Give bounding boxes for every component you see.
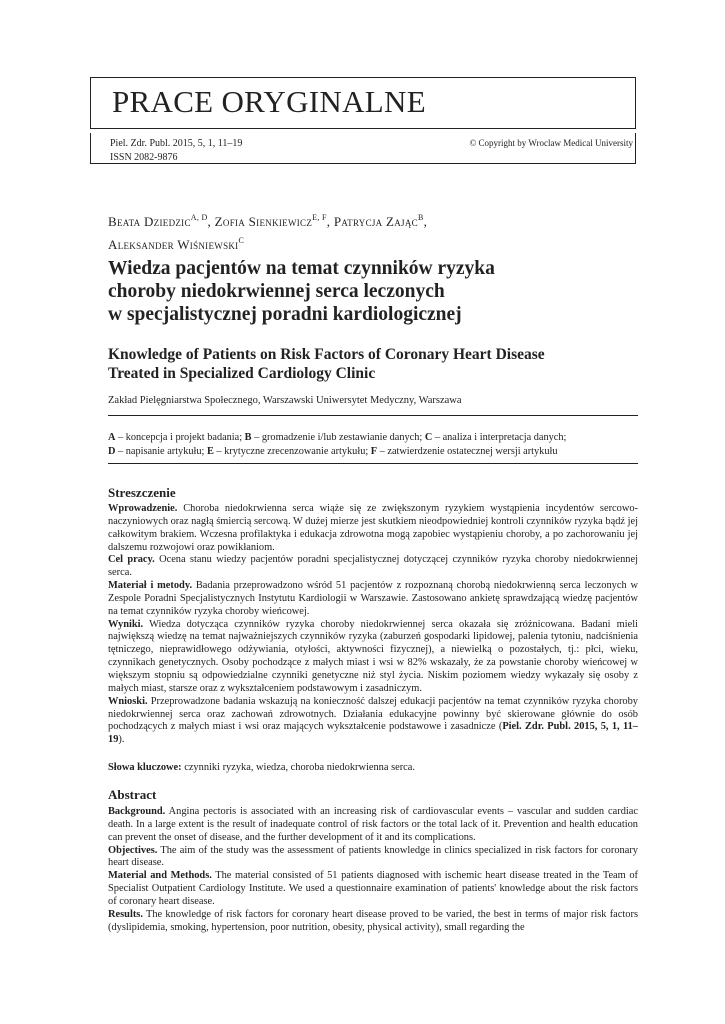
contrib-key: D [108,446,116,457]
paragraph-label: Wyniki. [108,618,144,630]
paragraph-label: Cel pracy. [108,554,155,566]
article-title-english [108,345,628,383]
author-list: Beata Dziedzic$^{A, D}$, Zofia Sienkiewicz$^{E, F}$, Patrycja Zając$^B$, Aleksander Wiśniewski$^C$ [108,213,428,252]
paragraph-text: ). [118,734,125,746]
paragraph-text: Wiedza dotycząca czynników ryzyka choroby niedokrwiennej serca okazała się zróżnicowana. Badani mieli największą wiedzę na temat najważniejszych czynników ryzyka (zaburzeń gospodarki lipidowej, palenia tytoniu, nadciśnienia tętniczego, nieprawidłowego odżywiania, otyłości, aktywności fizycznej), a niewielką o pozostałych, tj.: płci, wieku, czynnikach genetycznych. Osoby pochodzące z małych miast i wsi w 82% wskazały, że za powstanie choroby wieńcowej w większym stopniu są odpowiedzialne czynniki genetyczne niż styl życia. Niskim poziomem wiedzy wykazały się osoby z małych miast, starsze oraz z wykształceniem podstawowym i zasadniczym. [108,618,638,694]
paragraph-label: Objectives. [108,844,158,856]
contribution-legend [108,431,638,459]
divider [108,463,638,464]
paragraph-metody [108,580,638,619]
paragraph-methods [108,870,638,909]
contrib-line [108,431,638,445]
contrib-text: – koncepcja i projekt badania; [115,432,245,443]
title-line: w specjalistycznej poradni kardiologicznej [108,304,462,325]
title-line: Treated in Specialized Cardiology Clinic [108,365,376,382]
keywords-text: czynniki ryzyka, wiedza, choroba niedokrwienna serca. [181,762,416,773]
contrib-text: – napisanie artykułu; [115,446,207,457]
keywords-label: Słowa kluczowe: [108,762,182,773]
paragraph-label: Results. [108,908,143,920]
affiliation: Zakład Pielęgniarstwa Społecznego, Warszawski Uniwersytet Medyczny, Warszawa [108,395,462,406]
paragraph-label: Background. [108,806,166,817]
copyright: © Copyright by Wroclaw Medical University [469,138,633,148]
paragraph-label: Materiał i metody. [108,580,193,592]
paragraph-results [108,909,638,935]
paragraph-background [108,806,638,845]
section-title: PRACE ORYGINALNE [112,84,426,119]
article-title-polish [108,257,628,326]
paragraph-label: Material and Methods. [108,870,212,882]
issn: ISSN 2082-9876 [110,152,178,163]
paragraph-text: The material consisted of 51 patients diagnosed with ischemic heart disease treated in the Team of Specialist Outpatient Cardiology Institute. We used a questionnaire examination of patients' knowledge about the risk factors of coronary heart disease. [108,870,638,907]
title-line: choroby niedokrwiennej serca leczonych [108,281,445,302]
contrib-key: A [108,432,116,443]
contrib-key: E [206,446,214,457]
contrib-key: F [370,446,378,457]
contrib-text: – gromadzenie i/lub zestawianie danych; [251,432,425,443]
author-role: B [417,213,424,222]
paragraph-wyniki [108,619,638,696]
author: Zofia Sienkiewicz [214,214,313,229]
streszczenie-heading: Streszczenie [108,485,176,500]
contrib-text: – krytyczne zrecenzowanie artykułu; [213,446,371,457]
title-line: Wiedza pacjentów na temat czynników ryzyka [108,258,495,279]
contrib-key: C [424,432,433,443]
keywords [108,762,638,775]
journal-meta-box [90,133,636,164]
contrib-text: – analiza i interpretacja danych; [432,432,567,443]
paragraph-text: Badania przeprowadzono wśród 51 pacjentów z rozpoznaną chorobą niedokrwienną serca leczonych w Zespole Poradni Specjalistycznych Instytutu Kardiologii w Warszawie. Zastosowano ankietę sprawdzającą wiedzę pacjentów na temat czynników ryzyka choroby wieńcowej. [108,580,638,617]
abstract-heading: Abstract [108,787,157,802]
paragraph-text: Angina pectoris is associated with an increasing risk of cardiovascular events – vascular and sudden cardiac death. In a large extent is the result of inadequate control of risk factors or the total lack of it. Prevention and health education can prevent the onset of disease, and the further development of it and its complications. [108,806,638,843]
author-role: C [238,236,245,245]
contrib-line [108,445,638,459]
paragraph-wnioski [108,696,638,747]
abstract-body [108,806,638,934]
author: Beata Dziedzic [108,214,191,229]
paragraph-objectives [108,845,638,871]
paragraph-cel [108,554,638,580]
author: Patrycja Zając [333,214,418,229]
paragraph-text: Choroba niedokrwienna serca wiąże się ze zwiększonym ryzykiem wystąpienia incydentów sercowo-naczyniowych oraz nagłą śmiercią sercową. W dużej mierze jest skutkiem nieodpowiedniej kontroli czynników ryzyka bądź jej całkowitym brakiem. Wczesna profilaktyka i edukacja zdrowotna mogą zapobiec wystąpieniu choroby, a po zachorowaniu jej dalszemu rozwojowi oraz powikłaniom. [108,503,638,553]
paragraph-wprowadzenie [108,503,638,554]
paragraph-text: The knowledge of risk factors for coronary heart disease proved to be varied, the best in terms of major risk factors (dyslipidemia, smoking, hypertension, poor nutrition, obesity, physical activity), small regarding the [108,908,638,933]
author-role: A, D [190,213,208,222]
paragraph-text: Przeprowadzone badania wskazują na konieczność dalszej edukacji pacjentów na temat czynników ryzyka choroby niedokrwiennej serca oraz zachowań zdrowotnych. Działania edukacyjne powinny być skierowane głównie do osób pochodzących z małych miast i wsi oraz mających wykształcenie podstawowe i zasadnicze ( [108,695,638,733]
streszczenie-body [108,503,638,747]
section-banner [90,77,636,129]
contrib-text: – zatwierdzenie ostatecznej wersji artykułu [377,446,558,457]
paragraph-label: Wprowadzenie. [108,503,178,514]
contrib-key: B [244,432,252,443]
author-role: E, F [312,213,327,222]
journal-citation: Piel. Zdr. Publ. 2015, 5, 1, 11–19 [110,138,243,149]
author: Aleksander Wiśniewski [108,237,239,252]
paragraph-label: Wnioski. [108,695,148,707]
title-line: Knowledge of Patients on Risk Factors of Coronary Heart Disease [108,346,545,363]
citation: Piel. Zdr. Publ. 2015, 5, 1, 11–19 [108,721,638,746]
paragraph-text: The aim of the study was the assessment of patients knowledge in clinics specialized in risk factors for coronary heart disease. [108,844,638,869]
paragraph-text: Ocena stanu wiedzy pacjentów poradni specjalistycznej dotyczącej czynników ryzyka choroby niedokrwiennej serca. [108,554,638,579]
divider [108,415,638,416]
